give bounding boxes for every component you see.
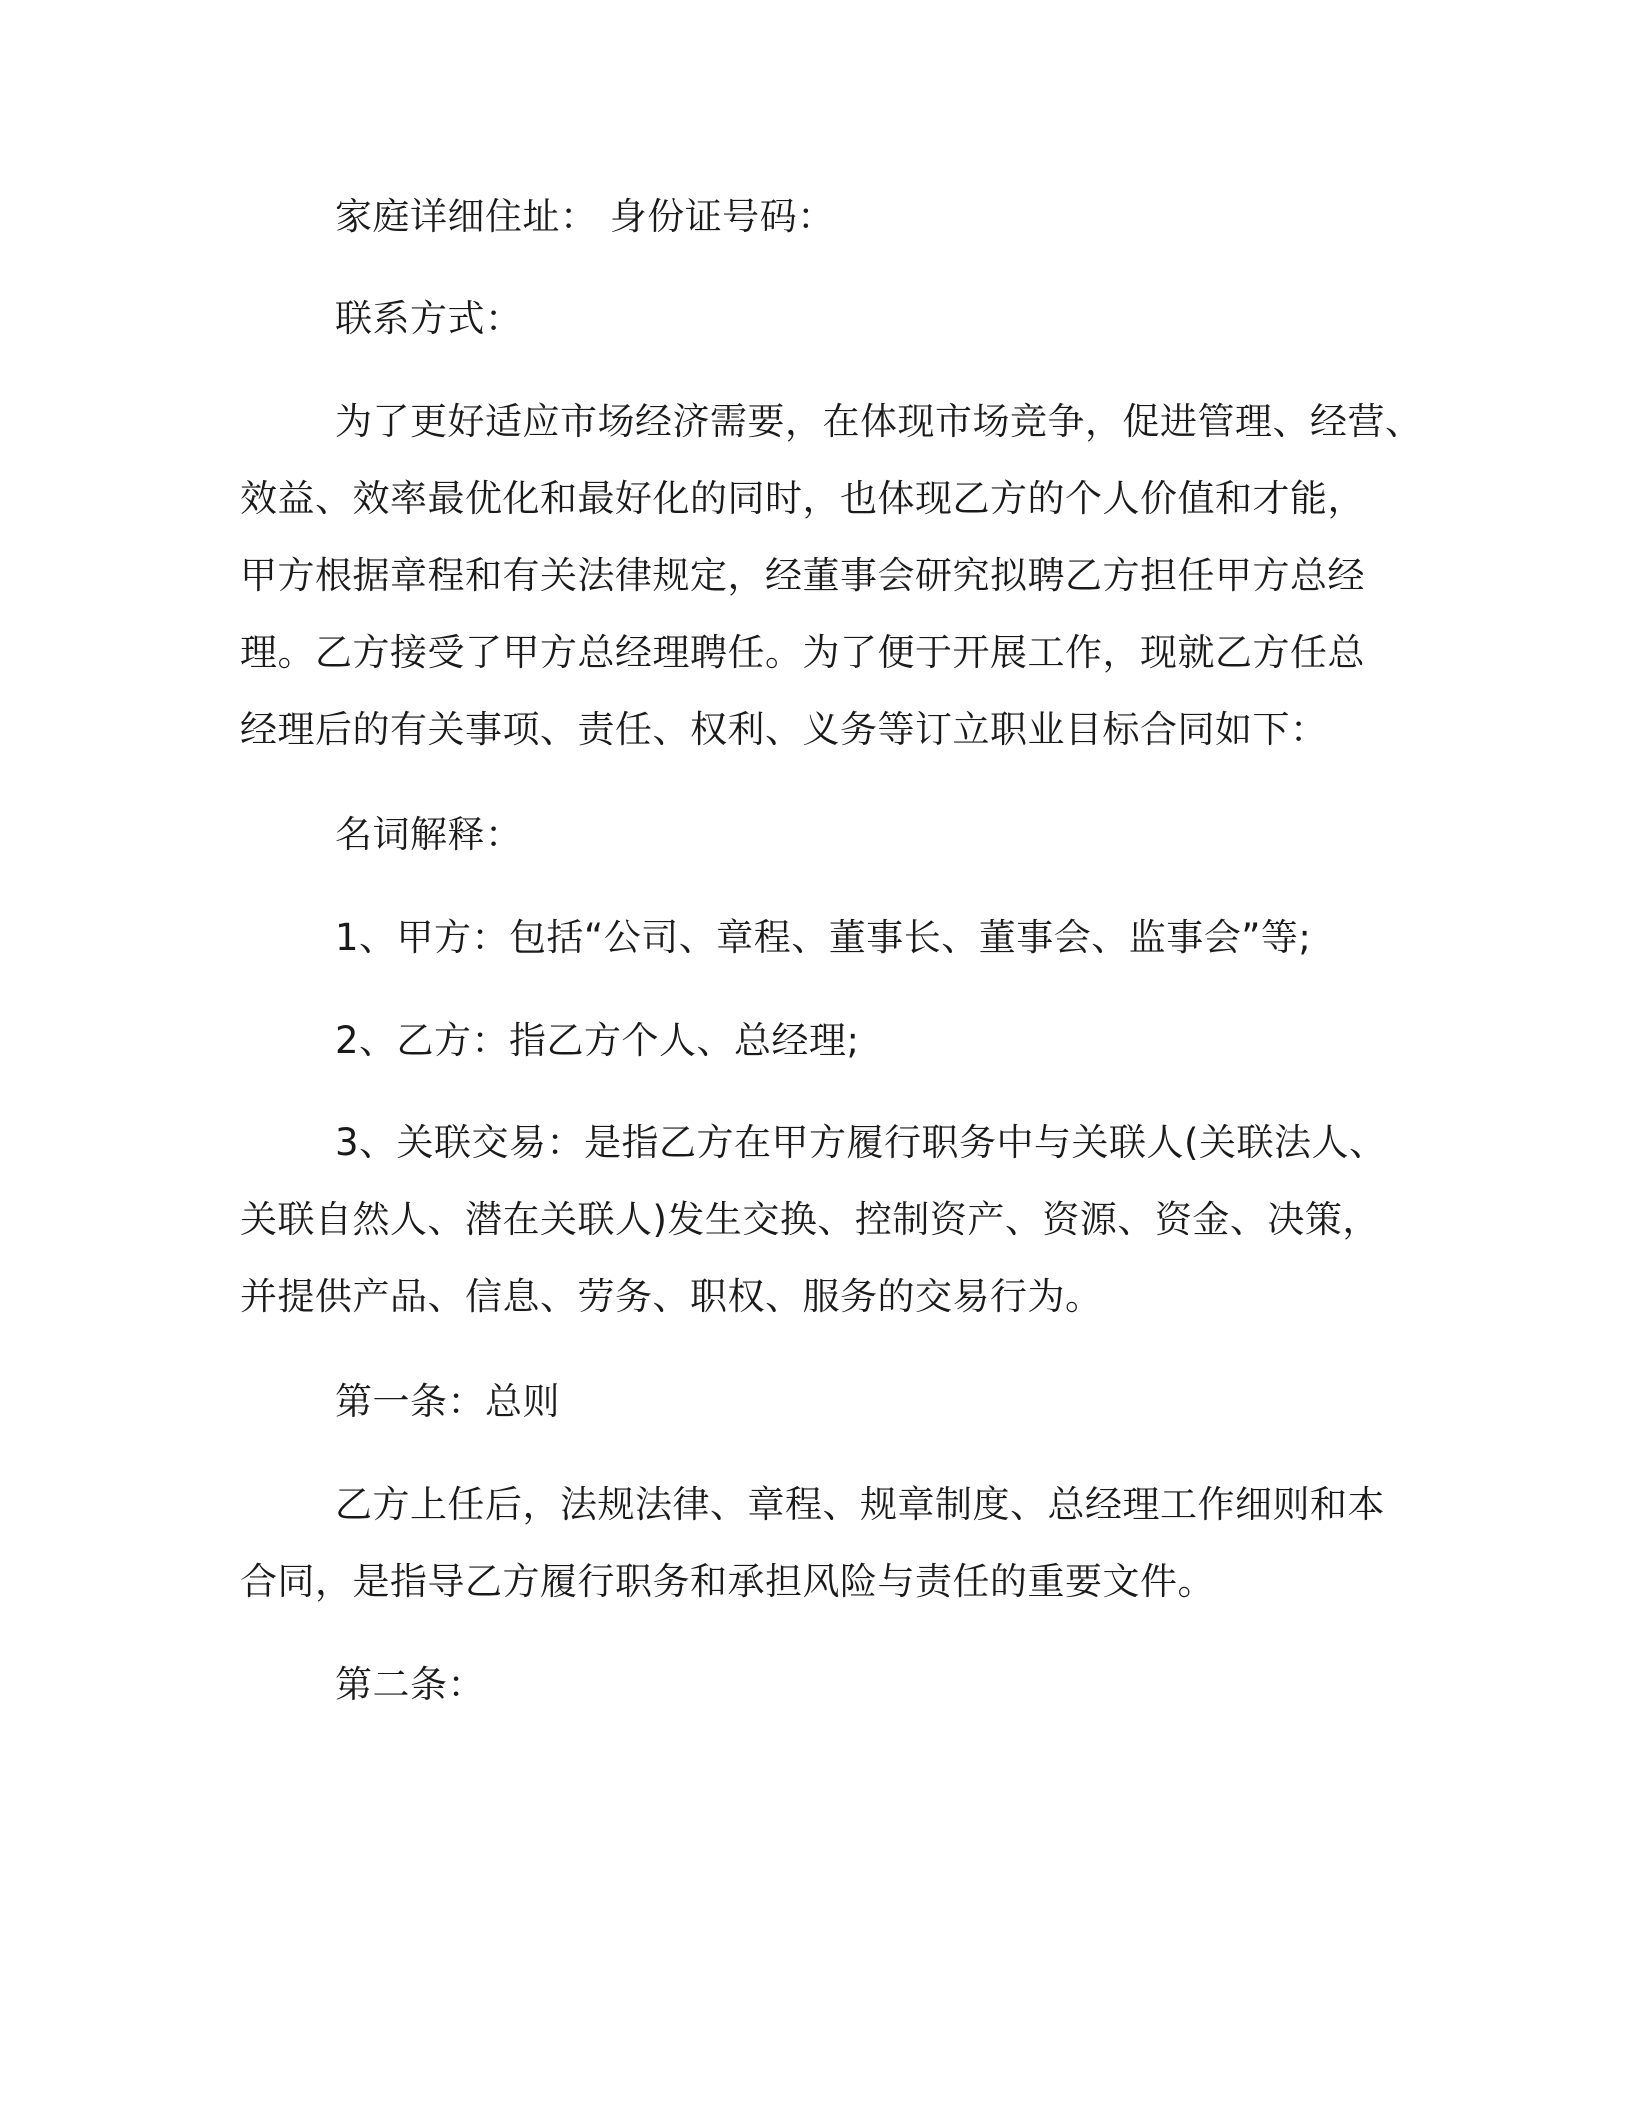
paragraph-line: 理。乙方接受了甲方总经理聘任。为了便于开展工作，现就乙方任总 — [240, 631, 1365, 674]
paragraph-line: 效益、效率最优化和最好化的同时，也体现乙方的个人价值和才能， — [240, 477, 1365, 520]
paragraph-line: 并提供产品、信息、劳务、职权、服务的交易行为。 — [240, 1275, 1103, 1318]
home-address-and-id-line — [240, 178, 1400, 255]
article-1-heading — [240, 1363, 1400, 1440]
paragraph-line: 3、关联交易：是指乙方在甲方履行职务中与关联人(关联法人、 — [335, 1121, 1387, 1164]
paragraph-line: 第一条：总则 — [335, 1380, 560, 1423]
definition-item-2 — [240, 1002, 1400, 1079]
article-2-heading — [240, 1646, 1400, 1723]
paragraph-line: 为了更好适应市场经济需要，在体现市场竞争，促进管理、经营、 — [335, 400, 1423, 443]
paragraph-line: 经理后的有关事项、责任、权利、义务等订立职业目标合同如下： — [240, 708, 1328, 751]
paragraph-line: 1、甲方：包括“公司、章程、董事长、董事会、监事会”等; — [335, 916, 1312, 959]
paragraph-line: 联系方式： — [335, 297, 523, 340]
contact-line — [240, 280, 1400, 357]
preamble-paragraph — [240, 383, 1423, 768]
paragraph-line: 家庭详细住址： 身份证号码： — [335, 195, 835, 238]
definition-item-3 — [240, 1104, 1400, 1335]
paragraph-line: 关联自然人、潜在关联人)发生交换、控制资产、资源、资金、决策， — [240, 1198, 1380, 1241]
paragraph-line: 名词解释： — [335, 813, 523, 856]
paragraph-line: 乙方上任后，法规法律、章程、规章制度、总经理工作细则和本 — [335, 1483, 1385, 1526]
article-1-body — [240, 1466, 1400, 1620]
paragraph-line: 2、乙方：指乙方个人、总经理; — [335, 1019, 860, 1062]
paragraph-line: 甲方根据章程和有关法律规定，经董事会研究拟聘乙方担任甲方总经 — [240, 554, 1365, 597]
paragraph-line: 第二条： — [335, 1663, 485, 1706]
definitions-heading — [240, 796, 1400, 873]
paragraph-line: 合同，是指导乙方履行职务和承担风险与责任的重要文件。 — [240, 1560, 1215, 1603]
definition-item-1 — [240, 899, 1400, 976]
